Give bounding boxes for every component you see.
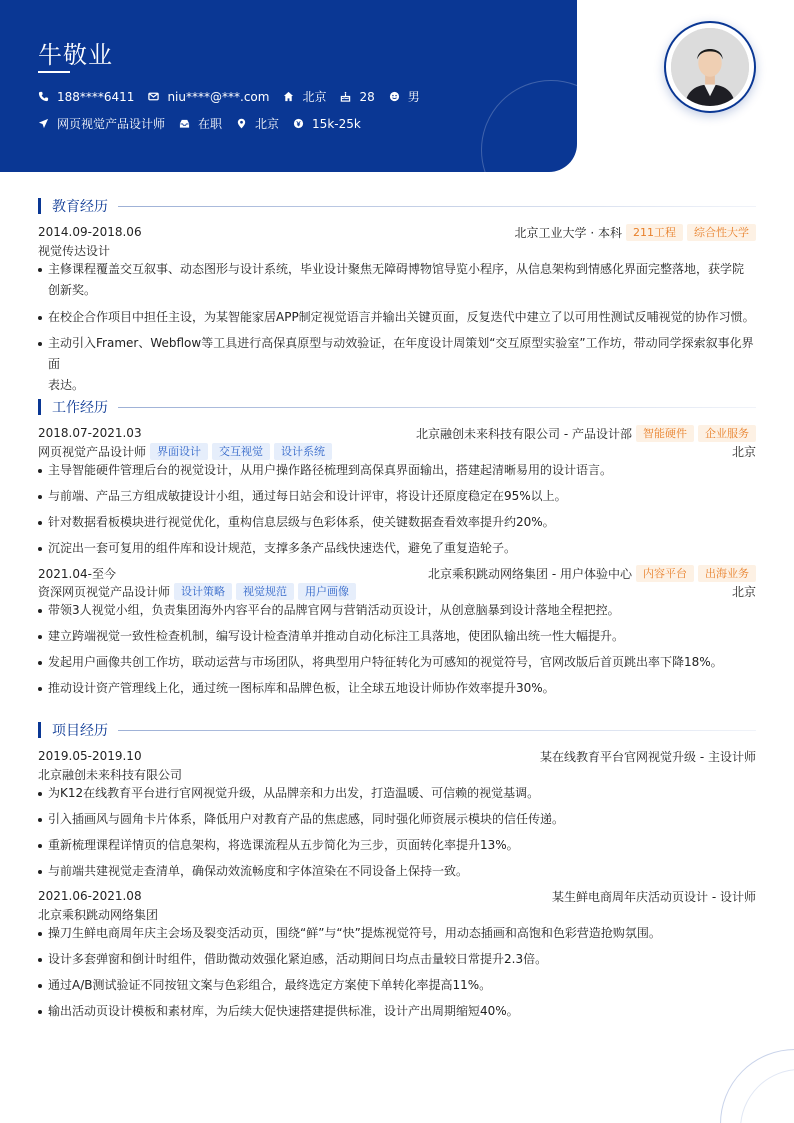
- job-company: 北京乘积跳动网络集团 - 用户体验中心: [428, 566, 632, 581]
- project-date: 2021.06-2021.08: [38, 889, 142, 903]
- project-name: 某生鲜电商周年庆活动页设计 - 设计师: [552, 889, 756, 904]
- role-tag: 视觉规范: [236, 583, 294, 600]
- job-city: 北京: [731, 584, 756, 599]
- education-major-row: [38, 241, 756, 259]
- job-date: 2021.04-至今: [38, 566, 116, 581]
- job-bullet: 推动设计资产管理线上化，通过统一图标库和品牌色板，让全球五地设计师协作效率提升30%。: [38, 678, 756, 699]
- project-org: 北京乘积跳动网络集团: [38, 907, 159, 922]
- project-bullet: 操刀生鲜电商周年庆主会场及裂变活动页，围绕“鲜”与“快”提炼视觉符号，用动态插画和高饱和色彩营造抢购氛围。: [38, 923, 756, 944]
- project-bullet: 与前端共建视觉走查清单，确保动效流畅度和字体渲染在不同设备上保持一致。: [38, 861, 756, 882]
- job-bullet: 与前端、产品三方组成敏捷设计小组，通过每日站会和设计评审，将设计还原度稳定在95%以上。: [38, 486, 756, 507]
- job-title-text: 网页视觉产品设计师: [57, 117, 166, 131]
- education-bullet: 主修课程覆盖交互叙事、动态图形与设计系统，毕业设计聚焦无障碍博物馆导览小程序，从信息架构到情感化界面完整落地，获学院 创新奖。: [38, 259, 756, 301]
- project-org-row: [38, 905, 756, 923]
- role-tag: 界面设计: [150, 443, 208, 460]
- decorative-circle: [481, 80, 577, 172]
- header-banner: [0, 0, 577, 172]
- expected-city-text: 北京: [255, 117, 280, 131]
- status-item: [179, 115, 222, 132]
- education-bullet: 主动引入Framer、Webflow等工具进行高保真原型与动效验证，在年度设计周策划“交互原型实验室”工作坊，带动同学探索叙事化界面 表达。: [38, 333, 756, 396]
- location-text: 北京: [302, 90, 327, 104]
- candidate-name: 牛敬业: [38, 41, 113, 69]
- company-tag: 智能硬件: [636, 425, 694, 442]
- gender-item: [389, 88, 420, 105]
- job-company: 北京融创未来科技有限公司 - 产品设计部: [416, 426, 632, 441]
- project-bullet: 重新梳理课程详情页的信息架构，将选课流程从五步简化为三步，页面转化率提升13%。: [38, 835, 756, 856]
- job-entry-header: [38, 564, 756, 582]
- job-bullet: 带领3人视觉小组，负责集团海外内容平台的品牌官网与营销活动页设计，从创意脑暴到设计落地全程把控。: [38, 600, 756, 621]
- home-icon: [283, 91, 294, 102]
- education-entry-header: [38, 223, 756, 241]
- phone-text: 188****6411: [57, 89, 135, 104]
- job-intent-row: [38, 115, 375, 132]
- job-bullet: 主导智能硬件管理后台的视觉设计，从用户操作路径梳理到高保真界面输出，搭建起清晰易用的设计语言。: [38, 460, 756, 481]
- smile-icon: [389, 91, 400, 102]
- age-text: 28: [359, 89, 375, 104]
- contact-row: [38, 88, 434, 105]
- job-date: 2018.07-2021.03: [38, 426, 142, 440]
- avatar-photo: [671, 28, 749, 106]
- job-bullet: 沉淀出一套可复用的组件库和设计规范，支撑多条产品线快速迭代，避免了重复造轮子。: [38, 538, 756, 559]
- project-bullet: 引入插画风与圆角卡片体系，降低用户对教育产品的焦虑感，同时强化师资展示模块的信任传递。: [38, 809, 756, 830]
- job-bullet: 针对数据看板模块进行视觉优化，重构信息层级与色彩体系，使关键数据查看效率提升约20%。: [38, 512, 756, 533]
- email-item: [148, 90, 269, 104]
- send-icon: [38, 118, 49, 129]
- job-role-row: [38, 582, 756, 600]
- job-city: 北京: [731, 444, 756, 459]
- location-item: [283, 88, 326, 105]
- project-name: 某在线教育平台官网视觉升级 - 主设计师: [540, 749, 756, 764]
- email-text: niu****@***.com: [167, 89, 270, 104]
- cake-icon: [340, 91, 351, 102]
- gender-text: 男: [407, 90, 420, 104]
- role-tag: 交互视觉: [212, 443, 270, 460]
- education-tag: 综合性大学: [687, 224, 756, 241]
- company-tag: 企业服务: [698, 425, 756, 442]
- role-tag: 设计策略: [174, 583, 232, 600]
- education-school: 北京工业大学 · 本科: [514, 225, 622, 240]
- avatar-frame: [664, 21, 756, 113]
- role-tag: 设计系统: [274, 443, 332, 460]
- job-title-item: [38, 115, 165, 132]
- job-bullet: 建立跨端视觉一致性检查机制，编写设计检查清单并推动自动化标注工具落地，使团队输出统一性大幅提升。: [38, 626, 756, 647]
- job-role: 资深网页视觉产品设计师: [38, 584, 171, 599]
- inbox-icon: [179, 118, 190, 129]
- education-bullet: 在校企合作项目中担任主设，为某智能家居APP制定视觉语言并输出关键页面，反复迭代中建立了以可用性测试反哺视觉的协作习惯。: [38, 307, 756, 328]
- projects-section-title: [38, 720, 756, 740]
- project-org-row: [38, 765, 756, 783]
- age-item: [340, 90, 374, 104]
- work-section-title: [38, 397, 756, 417]
- projects-heading: 项目经历: [52, 723, 108, 739]
- education-major: 视觉传达设计: [38, 243, 111, 258]
- project-entry-header: [38, 747, 756, 765]
- status-text: 在职: [198, 117, 223, 131]
- job-role: 网页视觉产品设计师: [38, 444, 147, 459]
- project-bullet: 设计多套弹窗和倒计时组件，借助微动效强化紧迫感，活动期间日均点击量较日常提升2.3倍。: [38, 949, 756, 970]
- company-tag: 内容平台: [636, 565, 694, 582]
- job-role-row: [38, 442, 756, 460]
- salary-text: 15k-25k: [312, 116, 361, 131]
- phone-icon: [38, 91, 49, 102]
- expected-city-item: [236, 115, 279, 132]
- education-section-title: [38, 196, 756, 216]
- project-org: 北京融创未来科技有限公司: [38, 767, 183, 782]
- work-heading: 工作经历: [52, 400, 108, 416]
- education-tag: 211工程: [626, 224, 683, 241]
- job-entry-header: [38, 424, 756, 442]
- map-pin-icon: [236, 118, 247, 129]
- salary-item: [293, 117, 361, 131]
- project-date: 2019.05-2019.10: [38, 749, 142, 763]
- education-date: 2014.09-2018.06: [38, 225, 142, 239]
- project-bullet: 通过A/B测试验证不同按钮文案与色彩组合，最终选定方案使下单转化率提高11%。: [38, 975, 756, 996]
- email-icon: [148, 91, 159, 102]
- company-tag: 出海业务: [698, 565, 756, 582]
- avatar: [671, 28, 749, 106]
- project-bullet: 输出活动页设计模板和素材库，为后续大促快速搭建提供标准，设计产出周期缩短40%。: [38, 1001, 756, 1022]
- phone-item: [38, 90, 134, 104]
- project-bullet: 为K12在线教育平台进行官网视觉升级，从品牌亲和力出发，打造温暖、可信赖的视觉基调。: [38, 783, 756, 804]
- money-icon: [293, 118, 304, 129]
- education-heading: 教育经历: [52, 199, 108, 215]
- role-tag: 用户画像: [298, 583, 356, 600]
- job-bullet: 发起用户画像共创工作坊，联动运营与市场团队，将典型用户特征转化为可感知的视觉符号，官网改版后首页跳出率下降18%。: [38, 652, 756, 673]
- project-entry-header: [38, 887, 756, 905]
- name-underline: [38, 71, 70, 73]
